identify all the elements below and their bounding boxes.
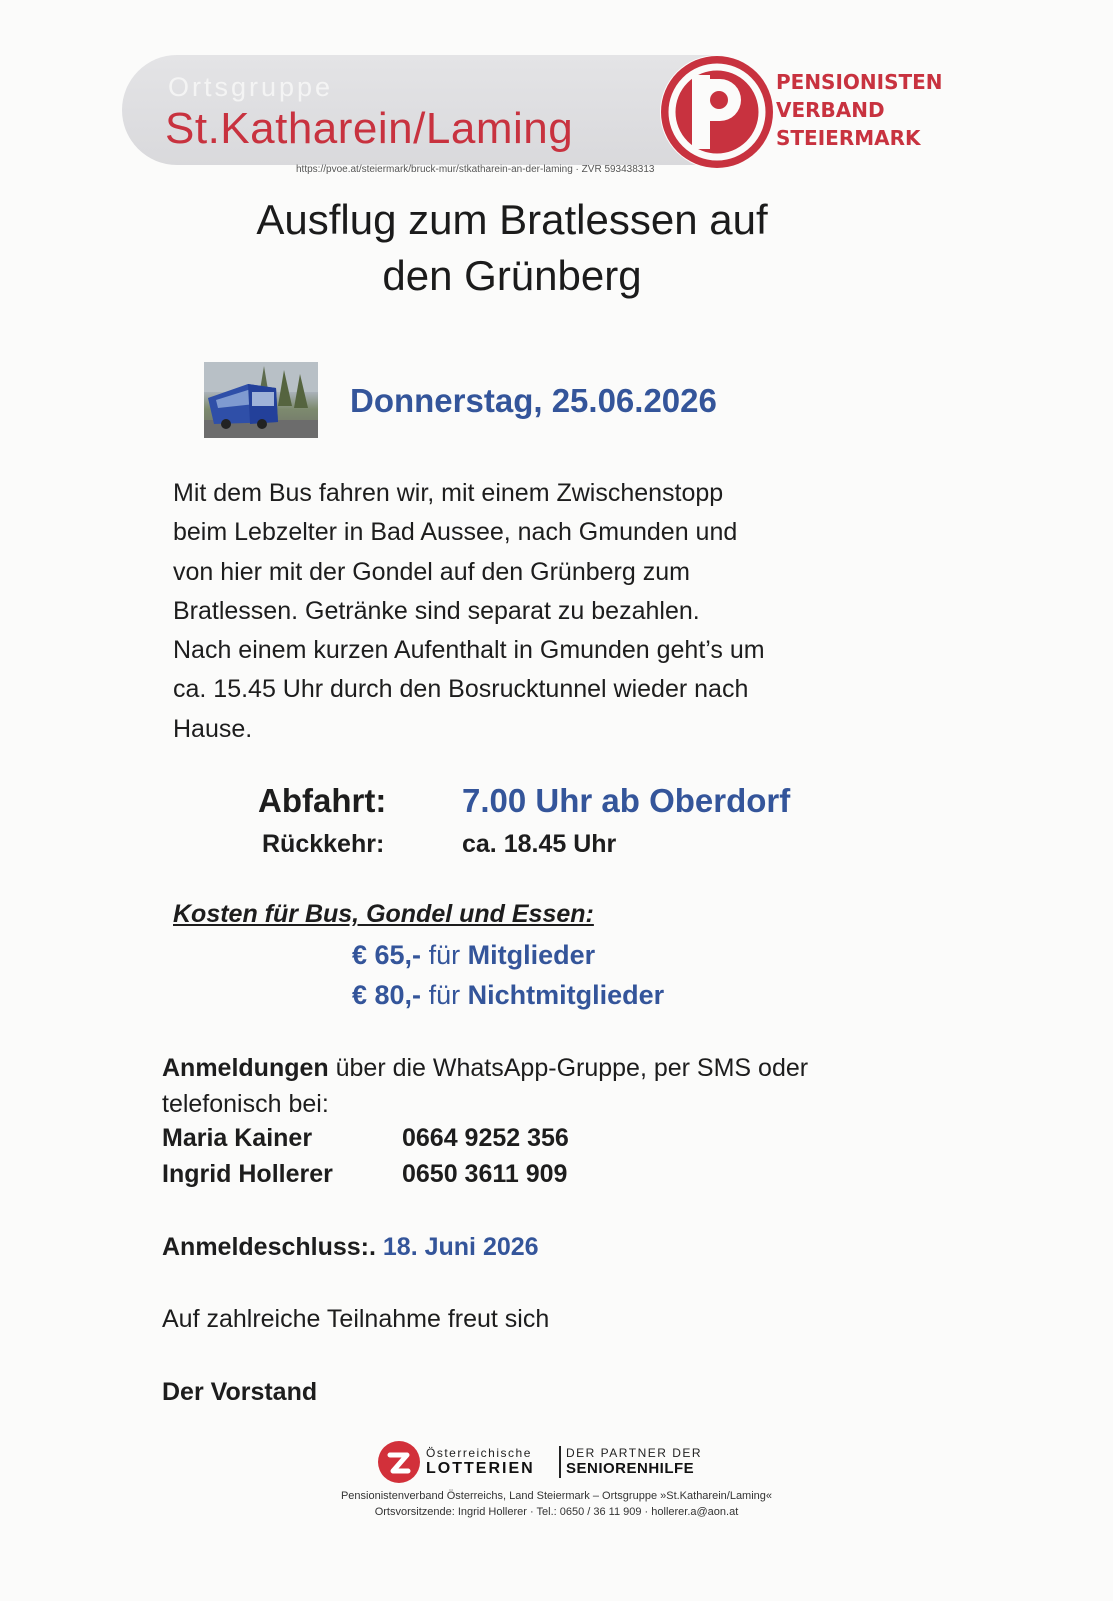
return-label: Rückkehr: — [262, 830, 385, 858]
registration-deadline: Anmeldeschluss:. 18. Juni 2026 — [162, 1233, 539, 1261]
description-line: Mit dem Bus fahren wir, mit einem Zwischenstopp — [173, 479, 724, 507]
description-line: Bratlessen. Getränke sind separat zu bezahlen. — [173, 596, 700, 625]
footer-address: Pensionistenverband Österreichs, Land Steiermark – Ortsgruppe »St.Katharein/Laming« — [340, 1490, 773, 1502]
page-title: Ausflug zum Bratlessen auf den Grünberg — [256, 196, 768, 299]
registration-info: Anmeldungen über die WhatsApp-Gruppe, per SMS oder telefonisch bei: — [162, 1054, 809, 1118]
departure-value: 7.00 Uhr ab Oberdorf — [462, 782, 791, 819]
header-subtitle: Ortsgruppe — [168, 72, 334, 102]
description-line: von hier mit der Gondel auf den Grünberg zum — [173, 557, 690, 586]
price-members: € 65,- für Mitglieder — [352, 940, 596, 970]
closing-text: Auf zahlreiche Teilnahme freut sich — [162, 1305, 550, 1333]
contact-phone: 0650 3611 909 — [402, 1160, 568, 1188]
lotterien-logo-icon — [377, 1440, 421, 1484]
contact-phone: 0664 9252 356 — [402, 1124, 569, 1152]
description-line: Nach einem kurzen Aufenthalt in Gmunden geht’s um — [173, 636, 765, 665]
price-non-members: € 80,- für Nichtmitglieder — [352, 980, 665, 1010]
return-value: ca. 18.45 Uhr — [462, 830, 617, 858]
description-line: Hause. — [173, 714, 253, 743]
bus-photo — [204, 362, 318, 438]
description-line: beim Lebzelter in Bad Aussee, nach Gmunden und — [173, 518, 738, 547]
header-url: https://pvoe.at/steiermark/bruck-mur/stkatharein-an-der-laming · ZVR 593438313 — [296, 164, 655, 175]
departure-label: Abfahrt: — [258, 782, 387, 819]
header-title: St.Katharein/Laming — [165, 104, 574, 153]
event-date: Donnerstag, 25.06.2026 — [350, 382, 717, 419]
footer-contact: Ortsvorsitzende: Ingrid Hollerer · Tel.: 0650 / 36 11 909 · hollerer.a@aon.at — [374, 1506, 739, 1518]
pensionisten-logo-icon — [660, 55, 774, 169]
event-description — [173, 474, 933, 749]
sponsor-divider — [559, 1446, 561, 1478]
org-name: PENSIONISTEN VERBAND STEIERMARK — [776, 70, 943, 150]
description-line: ca. 15.45 Uhr durch den Bosrucktunnel wieder nach — [173, 675, 749, 704]
sponsor-small: Österreichische — [426, 1446, 532, 1460]
contact-name: Ingrid Hollerer — [162, 1160, 333, 1188]
partner-small: DER PARTNER DER — [566, 1446, 703, 1460]
partner-name: SENIORENHILFE — [566, 1460, 695, 1477]
contact-name: Maria Kainer — [162, 1124, 313, 1152]
signature: Der Vorstand — [162, 1378, 318, 1406]
cost-heading: Kosten für Bus, Gondel und Essen: — [173, 900, 594, 928]
sponsor-name: LOTTERIEN — [426, 1460, 535, 1477]
